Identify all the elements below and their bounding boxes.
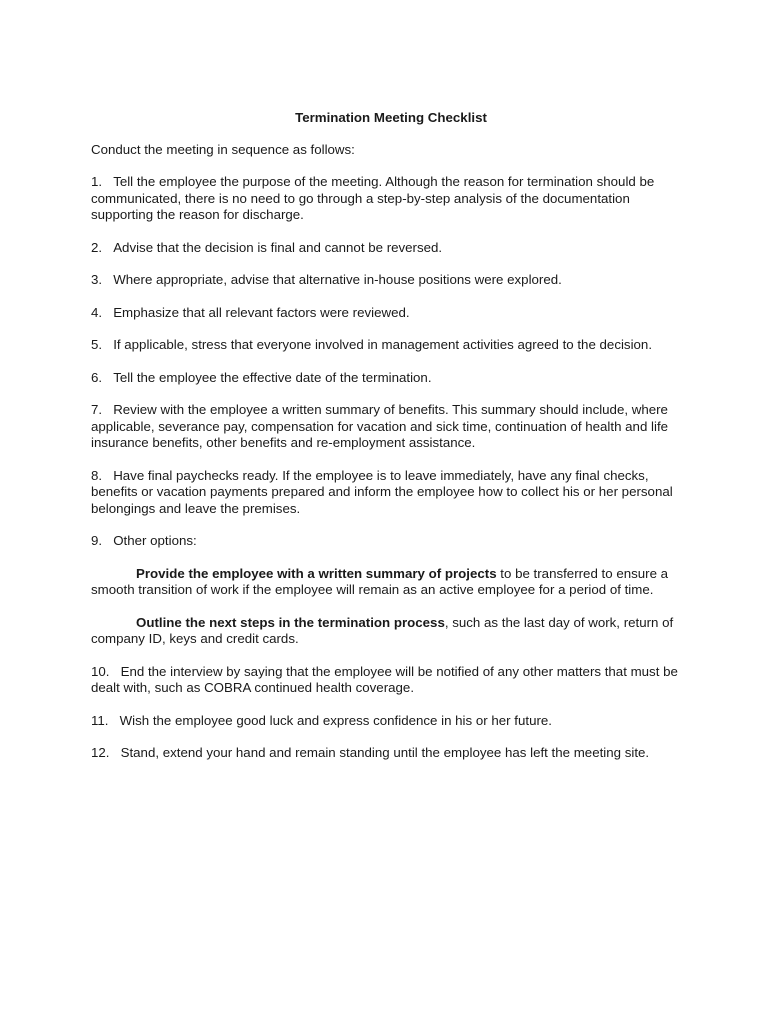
item-number: 12. — [91, 745, 110, 760]
checklist-item-6 — [91, 370, 691, 387]
checklist-item-5 — [91, 337, 691, 354]
item-number: 1. — [91, 174, 103, 189]
item-text: Advise that the decision is final and cannot be reversed. — [113, 239, 443, 255]
intro-text: Conduct the meeting in sequence as follows: — [91, 141, 355, 157]
checklist-item-2 — [91, 240, 691, 257]
item-number: 10. — [91, 663, 110, 679]
checklist-item-7 — [91, 402, 691, 452]
checklist-item-4 — [91, 305, 691, 322]
option-lead: Provide the employee with a written summary of projects — [136, 565, 497, 581]
item-text: Emphasize that all relevant factors were reviewed. — [113, 304, 410, 320]
item-text: Review with the employee a written summary of benefits. This summary should include, where applicable, severance pay, compensation for vacation and sick time, continuation of health and life insurance benefits, other benefits and re-employment assistance. — [91, 402, 669, 450]
item-text: Have final paychecks ready. If the employee is to leave immediately, have any final checks, benefits or vacation payments prepared and inform the employee how to collect his or her personal belongings and leave the premises. — [91, 467, 673, 516]
checklist-item-11 — [91, 713, 691, 730]
option-next-steps — [91, 615, 691, 648]
item-number: 9. — [91, 533, 103, 548]
item-text: Tell the employee the effective date of the termination. — [113, 369, 432, 385]
item-text: End the interview by saying that the employee will be notified of any other matters that must be dealt with, such as COBRA continued health coverage. — [91, 663, 678, 695]
option-text: , such as the last day of work, return of company ID, keys and credit cards. — [91, 614, 674, 646]
item-text: Stand, extend your hand and remain standing until the employee has left the meeting site. — [120, 745, 650, 760]
checklist-item-3 — [91, 272, 691, 289]
checklist-item-10 — [91, 664, 691, 697]
checklist-item-1 — [91, 174, 691, 224]
item-number: 11. — [91, 712, 109, 728]
item-text: Where appropriate, advise that alternative in-house positions were explored. — [113, 272, 562, 287]
option-lead: Outline the next steps in the termination process — [136, 614, 445, 630]
item-number: 8. — [91, 467, 103, 483]
option-projects-summary — [91, 566, 691, 599]
item-text: If applicable, stress that everyone involved in management activities agreed to the decision. — [113, 337, 653, 352]
item-number: 4. — [91, 304, 103, 320]
checklist-item-8 — [91, 468, 691, 518]
item-number: 7. — [91, 402, 103, 417]
item-text: Tell the employee the purpose of the meeting. Although the reason for termination should be communicated, there is no need to go through a step-by-step analysis of the documentation supporting the reason for discharge. — [91, 174, 655, 222]
document-title: Termination Meeting Checklist — [295, 110, 487, 125]
item-text: Wish the employee good luck and express confidence in his or her future. — [119, 712, 552, 728]
item-number: 6. — [91, 369, 103, 385]
option-text: to be transferred to ensure a smooth transition of work if the employee will remain as an active employee for a period of time. — [91, 565, 669, 597]
item-number: 3. — [91, 272, 103, 287]
item-text: Other options: — [113, 533, 197, 548]
checklist-item-9 — [91, 533, 691, 550]
checklist-item-12 — [91, 745, 691, 762]
item-number: 5. — [91, 337, 103, 352]
item-number: 2. — [91, 239, 103, 255]
document-page — [91, 110, 691, 778]
